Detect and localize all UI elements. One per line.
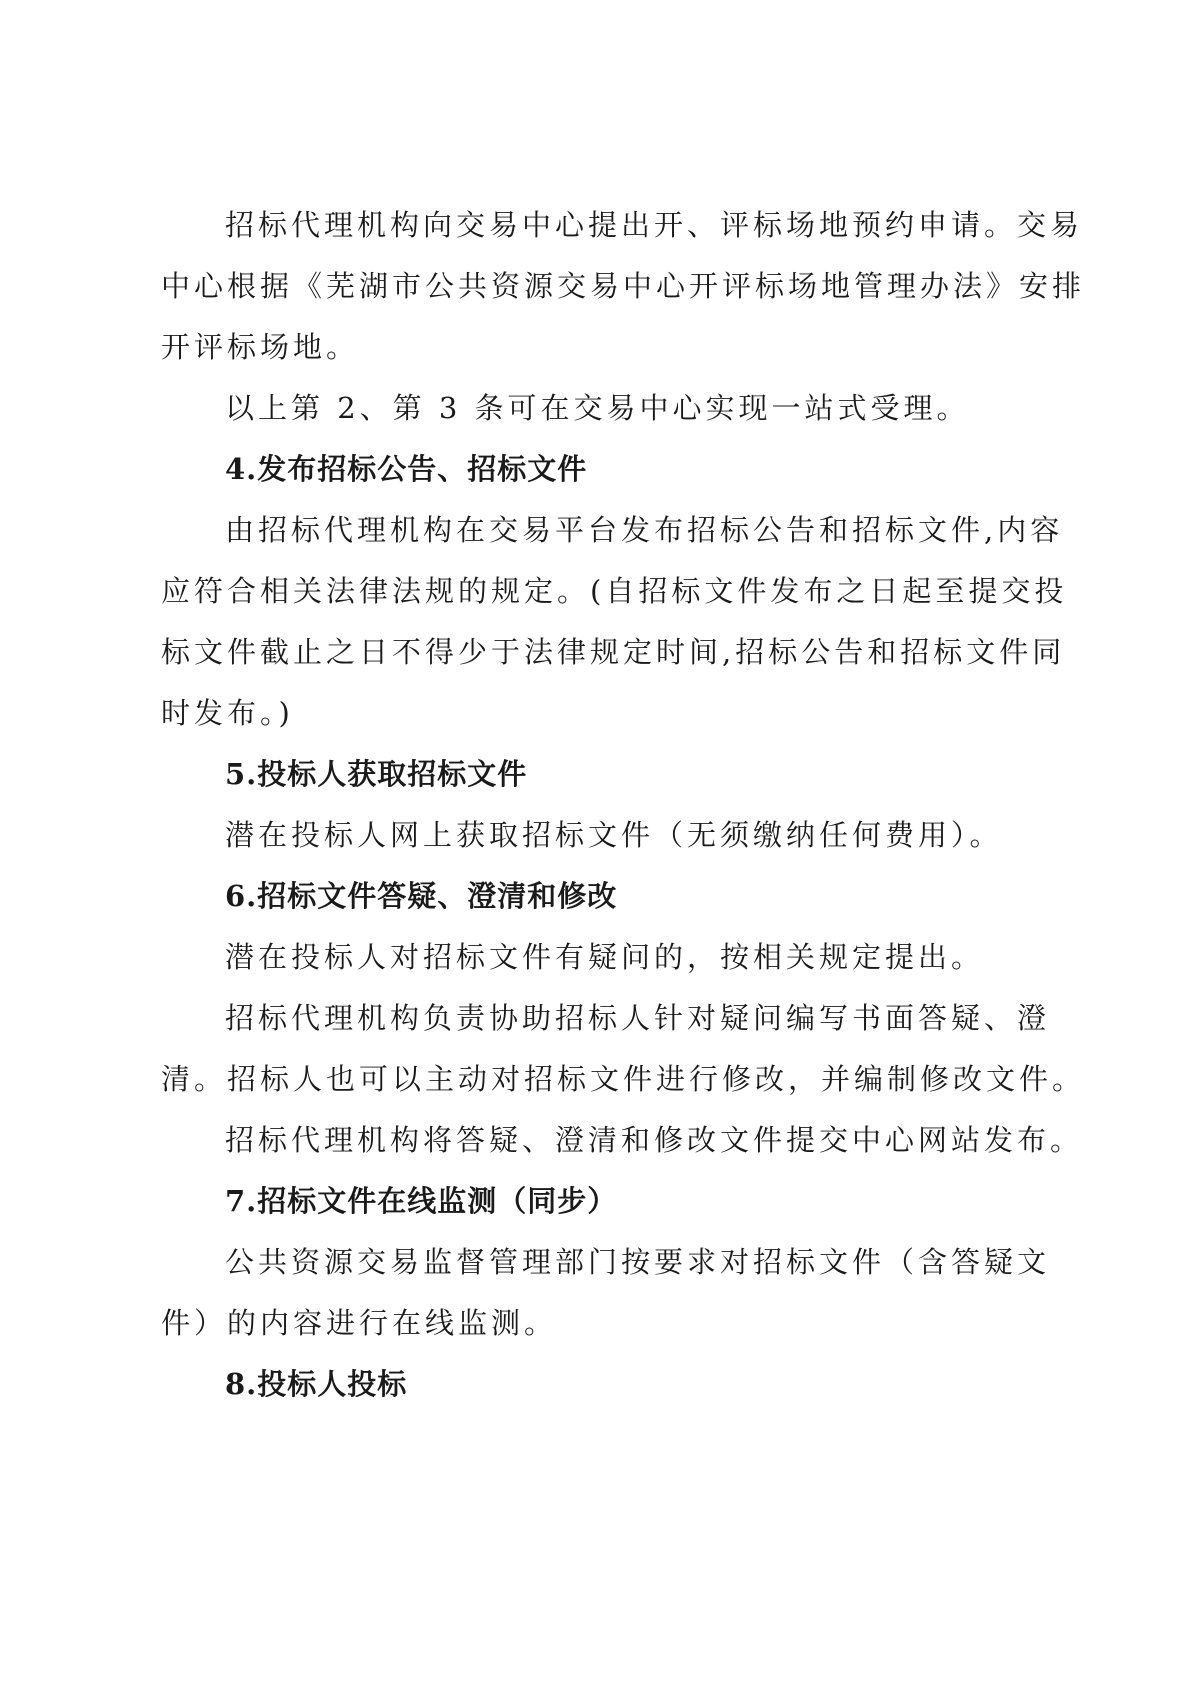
section-heading-8: 8.投标人投标 — [225, 1367, 408, 1401]
paragraph-line: 招标代理机构负责协助招标人针对疑问编写书面答疑、澄 — [225, 1001, 1051, 1035]
section-heading-5: 5.投标人获取招标文件 — [225, 757, 528, 791]
paragraph-line: 开评标场地。 — [161, 330, 360, 364]
paragraph-line: 中心根据《芜湖市公共资源交易中心开评标场地管理办法》安排 — [161, 269, 1086, 303]
section-heading-6: 6.招标文件答疑、澄清和修改 — [225, 879, 618, 913]
paragraph-line: 招标代理机构将答疑、澄清和修改文件提交中心网站发布。 — [225, 1123, 1084, 1157]
paragraph-line: 标文件截止之日不得少于法律规定时间,招标公告和招标文件同 — [161, 635, 1066, 669]
paragraph-line: 时发布。) — [161, 696, 294, 730]
paragraph-line: 清。招标人也可以主动对招标文件进行修改，并编制修改文件。 — [161, 1062, 1086, 1096]
paragraph-line: 招标代理机构向交易中心提出开、评标场地预约申请。交易 — [225, 208, 1084, 242]
section-heading-4: 4.发布招标公告、招标文件 — [225, 452, 588, 486]
paragraph-line: 件）的内容进行在线监测。 — [161, 1306, 558, 1340]
paragraph-line: 潜在投标人对招标文件有疑问的，按相关规定提出。 — [225, 940, 985, 974]
paragraph-line: 由招标代理机构在交易平台发布招标公告和招标文件,内容 — [225, 513, 1064, 547]
paragraph-line: 公共资源交易监督管理部门按要求对招标文件（含答疑文 — [225, 1245, 1051, 1279]
paragraph-line: 应符合相关法律法规的规定。(自招标文件发布之日起至提交投 — [161, 574, 1068, 608]
section-heading-7: 7.招标文件在线监测（同步） — [225, 1184, 618, 1218]
paragraph-line: 潜在投标人网上获取招标文件（无须缴纳任何费用）。 — [225, 818, 1003, 852]
paragraph-line: 以上第 2、第 3 条可在交易中心实现一站式受理。 — [225, 391, 970, 425]
